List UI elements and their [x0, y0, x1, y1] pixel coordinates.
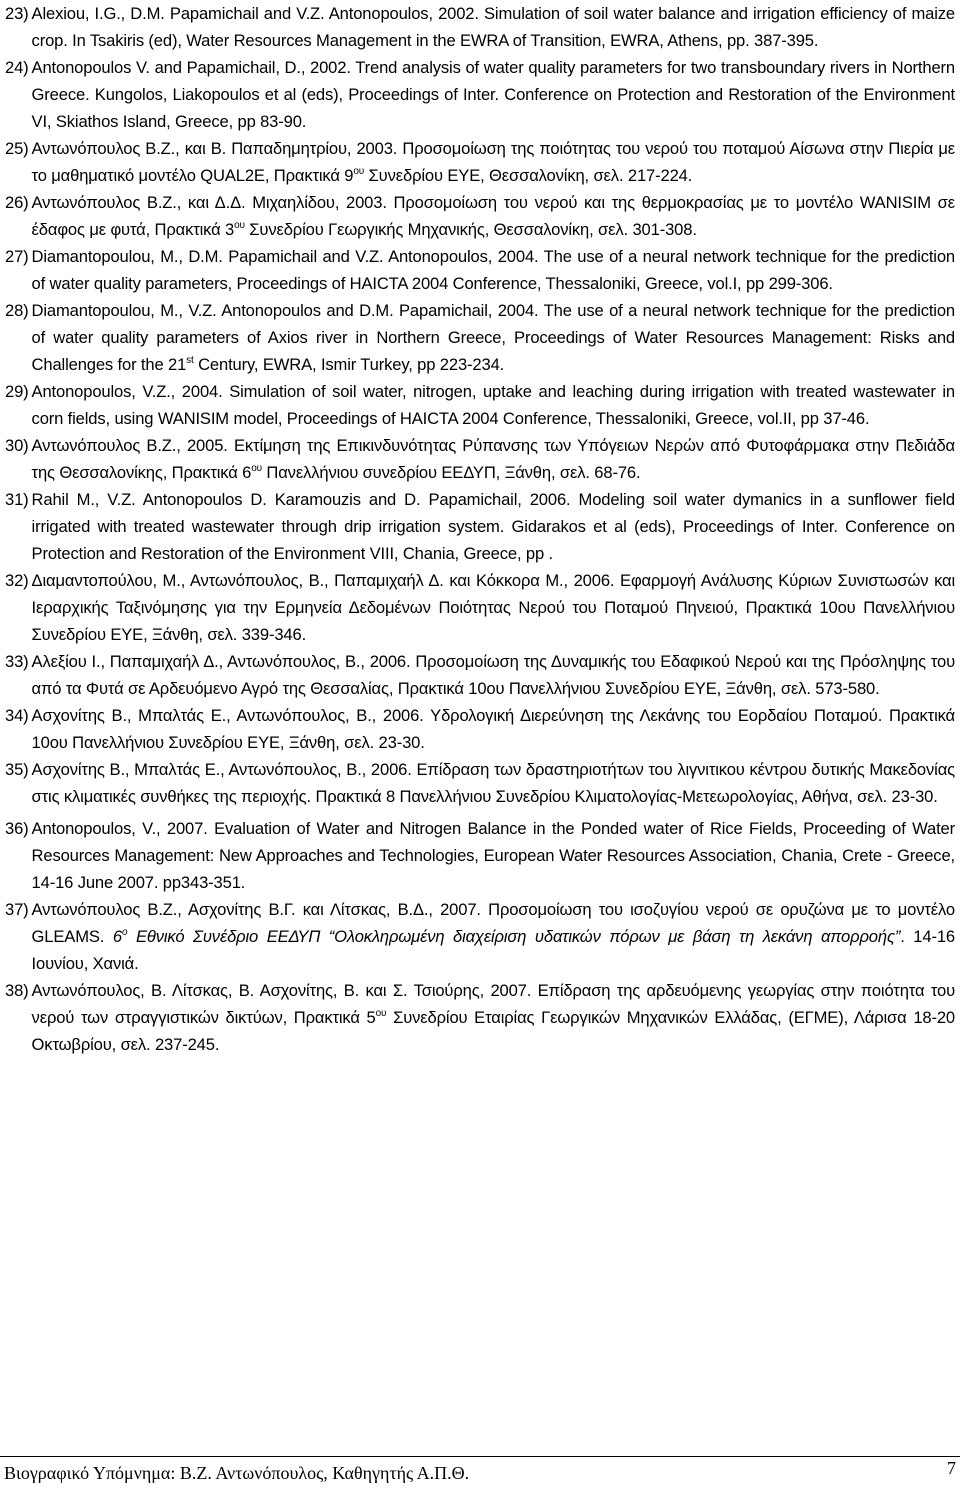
reference-number: 24)	[5, 58, 29, 77]
reference-text-segment: Πανελλήνιου συνεδρίου ΕΕΔΥΠ, Ξάνθη, σελ. 68-76.	[261, 463, 641, 482]
reference-text-segment: Ασχονίτης Β., Μπαλτάς Ε., Αντωνόπουλος, Β., 2006. Επίδραση των δραστηριοτήτων του λιγνιτικου κέντρου δυτικής Μακεδονίας στις κλιματικές συνθήκες της περιοχής. Πρακτικά 8 Πανελλήνιου Συνεδρίου Κλιματολογίας-Μετεωρολογίας, Αθήνα, σελ. 23-30.	[31, 760, 955, 806]
reference-number: 27)	[5, 247, 29, 266]
reference-text-segment: . 14-16 Ιουνίου, Χανιά.	[31, 927, 955, 973]
reference-text-segment: Century, EWRA, Ismir Turkey, pp 223-234.	[193, 355, 505, 374]
reference-text-segment: Antonopoulos V. and Papamichail, D., 2002. Trend analysis of water quality parameters for two transboundary rivers in Northern Greece. Kungolos, Liakopoulos et al (eds), Proceedings of Inter. Conference on Protection and Restoration of the Environment VI, Skiathos Island, Greece, pp 83-90.	[31, 58, 955, 131]
reference-text-segment: Συνεδρίου ΕΥΕ, Θεσσαλονίκη, σελ. 217-224.	[364, 166, 693, 185]
reference-text	[29, 0, 955, 54]
reference-text	[29, 135, 955, 189]
ordinal-superscript: ου	[251, 463, 262, 474]
reference-number: 28)	[5, 301, 29, 320]
ordinal-superscript: ου	[375, 1008, 387, 1019]
reference-text-segment: Αντωνόπουλος Β.Ζ., και Δ.Δ. Μιχαηλίδου, 2003. Προσομοίωση του νερού και της θερμοκρασίας με το μοντέλο WANISIM σε έδαφος με φυτά, Πρακτικά 3	[31, 193, 955, 239]
reference-text	[29, 297, 955, 378]
reference-text-segment: Συνεδρίου Γεωργικής Μηχανικής, Θεσσαλονίκη, σελ. 301-308.	[244, 220, 697, 239]
reference-item	[5, 432, 955, 486]
ordinal-superscript: ου	[353, 166, 365, 177]
reference-text-segment: Αντωνόπουλος Β.Ζ., Ασχονίτης Β.Γ. και Λίτσκας, Β.Δ., 2007. Προσομοίωση του ισοζυγίου νερού σε ορυζώνα με το μοντέλο GLEAMS.	[31, 900, 955, 946]
reference-number: 34)	[5, 706, 29, 725]
reference-text	[29, 896, 955, 977]
reference-item	[5, 896, 955, 977]
ordinal-superscript: ο	[121, 927, 128, 938]
reference-number: 25)	[5, 139, 29, 158]
reference-text	[29, 977, 955, 1058]
reference-text	[29, 243, 955, 297]
reference-text-segment: Αντωνόπουλος Β.Ζ., και Β. Παπαδημητρίου, 2003. Προσομοίωση της ποιότητας του νερού του ποταμού Αίσωνα στην Πιερία με το μαθηματικό μοντέλο QUAL2E, Πρακτικά 9	[31, 139, 955, 185]
reference-text	[29, 815, 955, 896]
reference-text-segment: Rahil M., V.Z. Antonopoulos D. Karamouzis and D. Papamichail, 2006. Modeling soil water dymanics in a sunflower field irrigated with treated wastewater through drip irrigation system. Gidarakos et al (eds), Proceedings of Inter. Conference on Protection and Restoration of the Environment VIII, Chania, Greece, pp .	[31, 490, 955, 563]
reference-item	[5, 977, 955, 1058]
reference-item	[5, 378, 955, 432]
reference-text	[29, 702, 955, 756]
reference-item	[5, 189, 955, 243]
ordinal-superscript: st	[186, 355, 194, 366]
reference-text	[29, 756, 955, 810]
reference-number: 32)	[5, 571, 29, 590]
reference-item	[5, 756, 955, 810]
reference-item	[5, 297, 955, 378]
reference-text	[29, 54, 955, 135]
reference-number: 36)	[5, 819, 29, 838]
reference-text-segment: Antonopoulos, V., 2007. Evaluation of Water and Nitrogen Balance in the Ponded water of Rice Fields, Proceeding of Water Resources Management: New Approaches and Technologies, European Water Resources Association, Chania, Crete - Greece, 14-16 June 2007. pp343-351.	[31, 819, 955, 892]
reference-item	[5, 702, 955, 756]
reference-text-segment: Διαμαντοπούλου, Μ., Αντωνόπουλος, Β., Παπαμιχαήλ Δ. και Κόκκορα Μ., 2006. Εφαρμογή Ανάλυσης Κύριων Συνιστωσών και Ιεραρχικής Ταξινόμησης για την Ερμηνεία Δεδομένων Ποιότητας Νερού του Ποταμού Πηνειού, Πρακτικά 10ου Πανελλήνιου Συνεδρίου ΕΥΕ, Ξάνθη, σελ. 339-346.	[31, 571, 955, 644]
reference-text	[29, 378, 955, 432]
reference-item	[5, 54, 955, 135]
reference-text-segment: Αντωνόπουλος Β.Ζ., 2005. Εκτίμηση της Επικινδυνότητας Ρύπανσης των Υπόγειων Νερών από Φυτοφάρμακα στην Πεδιάδα της Θεσσαλονίκης, Πρακτικά 6	[31, 436, 955, 482]
reference-text-segment: Antonopoulos, V.Z., 2004. Simulation of soil water, nitrogen, uptake and leaching during irrigation with treated wastewater in corn fields, using WANISIM model, Proceedings of HAICTA 2004 Conference, Thessaloniki, Greece, vol.II, pp 37-46.	[31, 382, 955, 428]
reference-text-segment: Diamantopoulou, M., V.Z. Antonopoulos and D.M. Papamichail, 2004. The use of a neural network technique for the prediction of water quality parameters of Axios river in Northern Greece, Proceedings of Water Resources Management: Risks and Challenges for the 21	[31, 301, 955, 374]
reference-text-segment: Ασχονίτης Β., Μπαλτάς Ε., Αντωνόπουλος, Β., 2006. Υδρολογική Διερεύνηση της Λεκάνης του Εορδαίου Ποταμού. Πρακτικά 10ου Πανελλήνιου Συνεδρίου ΕΥΕ, Ξάνθη, σελ. 23-30.	[31, 706, 955, 752]
reference-text-segment: Diamantopoulou, M., D.M. Papamichail and V.Z. Antonopoulos, 2004. The use of a neural network technique for the prediction of water quality parameters, Proceedings of HAICTA 2004 Conference, Thessaloniki, Greece, vol.I, pp 299-306.	[31, 247, 955, 293]
reference-number: 30)	[5, 436, 29, 455]
reference-item	[5, 135, 955, 189]
reference-text-segment: Εθνικό Συνέδριο ΕΕΔΥΠ “Ολοκληρωμένη διαχείριση υδατικών πόρων με βάση τη λεκάνη απορροής”	[127, 927, 901, 946]
reference-item	[5, 486, 955, 567]
reference-number: 35)	[5, 760, 29, 779]
reference-text-segment: Αντωνόπουλος, Β. Λίτσκας, Β. Ασχονίτης, Β. και Σ. Τσιούρης, 2007. Επίδραση της αρδευόμενης γεωργίας στην ποιότητα του νερού των στραγγιστικών δικτύων, Πρακτικά 5	[31, 981, 955, 1027]
reference-number: 33)	[5, 652, 29, 671]
reference-number: 31)	[5, 490, 29, 509]
reference-item	[5, 567, 955, 648]
reference-text	[29, 567, 955, 648]
reference-text-segment: Συνεδρίου Εταιρίας Γεωργικών Μηχανικών Ελλάδας, (ΕΓΜΕ), Λάρισα 18-20 Οκτωβρίου, σελ. 237-245.	[31, 1008, 956, 1054]
reference-item	[5, 648, 955, 702]
reference-number: 37)	[5, 900, 29, 919]
reference-number: 38)	[5, 981, 29, 1000]
reference-item	[5, 815, 955, 896]
reference-text	[29, 189, 955, 243]
reference-list	[5, 0, 955, 1058]
footer-divider	[0, 1456, 960, 1457]
reference-number: 26)	[5, 193, 29, 212]
reference-item	[5, 0, 955, 54]
reference-item	[5, 243, 955, 297]
reference-text-segment: 6	[112, 927, 122, 946]
page-number: 7	[947, 1458, 956, 1478]
reference-text	[29, 486, 955, 567]
reference-number: 29)	[5, 382, 29, 401]
reference-text-segment: Alexiou, I.G., D.M. Papamichail and V.Z. Antonopoulos, 2002. Simulation of soil water balance and irrigation efficiency of maize crop. In Tsakiris (ed), Water Resources Management in the EWRA of Transition, EWRA, Athens, pp. 387-395.	[31, 4, 955, 50]
ordinal-superscript: ου	[234, 220, 245, 231]
reference-text	[29, 432, 955, 486]
reference-number: 23)	[5, 4, 29, 23]
reference-text-segment: Αλεξίου Ι., Παπαμιχαήλ Δ., Αντωνόπουλος, Β., 2006. Προσομοίωση της Δυναμικής του Εδαφικού Νερού και της Πρόσληψης του από τα Φυτά σε Αρδευόμενο Αγρό της Θεσσαλίας, Πρακτικά 10ου Πανελλήνιου Συνεδρίου ΕΥΕ, Ξάνθη, σελ. 573-580.	[31, 652, 955, 698]
reference-text	[29, 648, 955, 702]
footer-text: Βιογραφικό Υπόμνημα: Β.Ζ. Αντωνόπουλος, Καθηγητής Α.Π.Θ.	[4, 1463, 470, 1483]
